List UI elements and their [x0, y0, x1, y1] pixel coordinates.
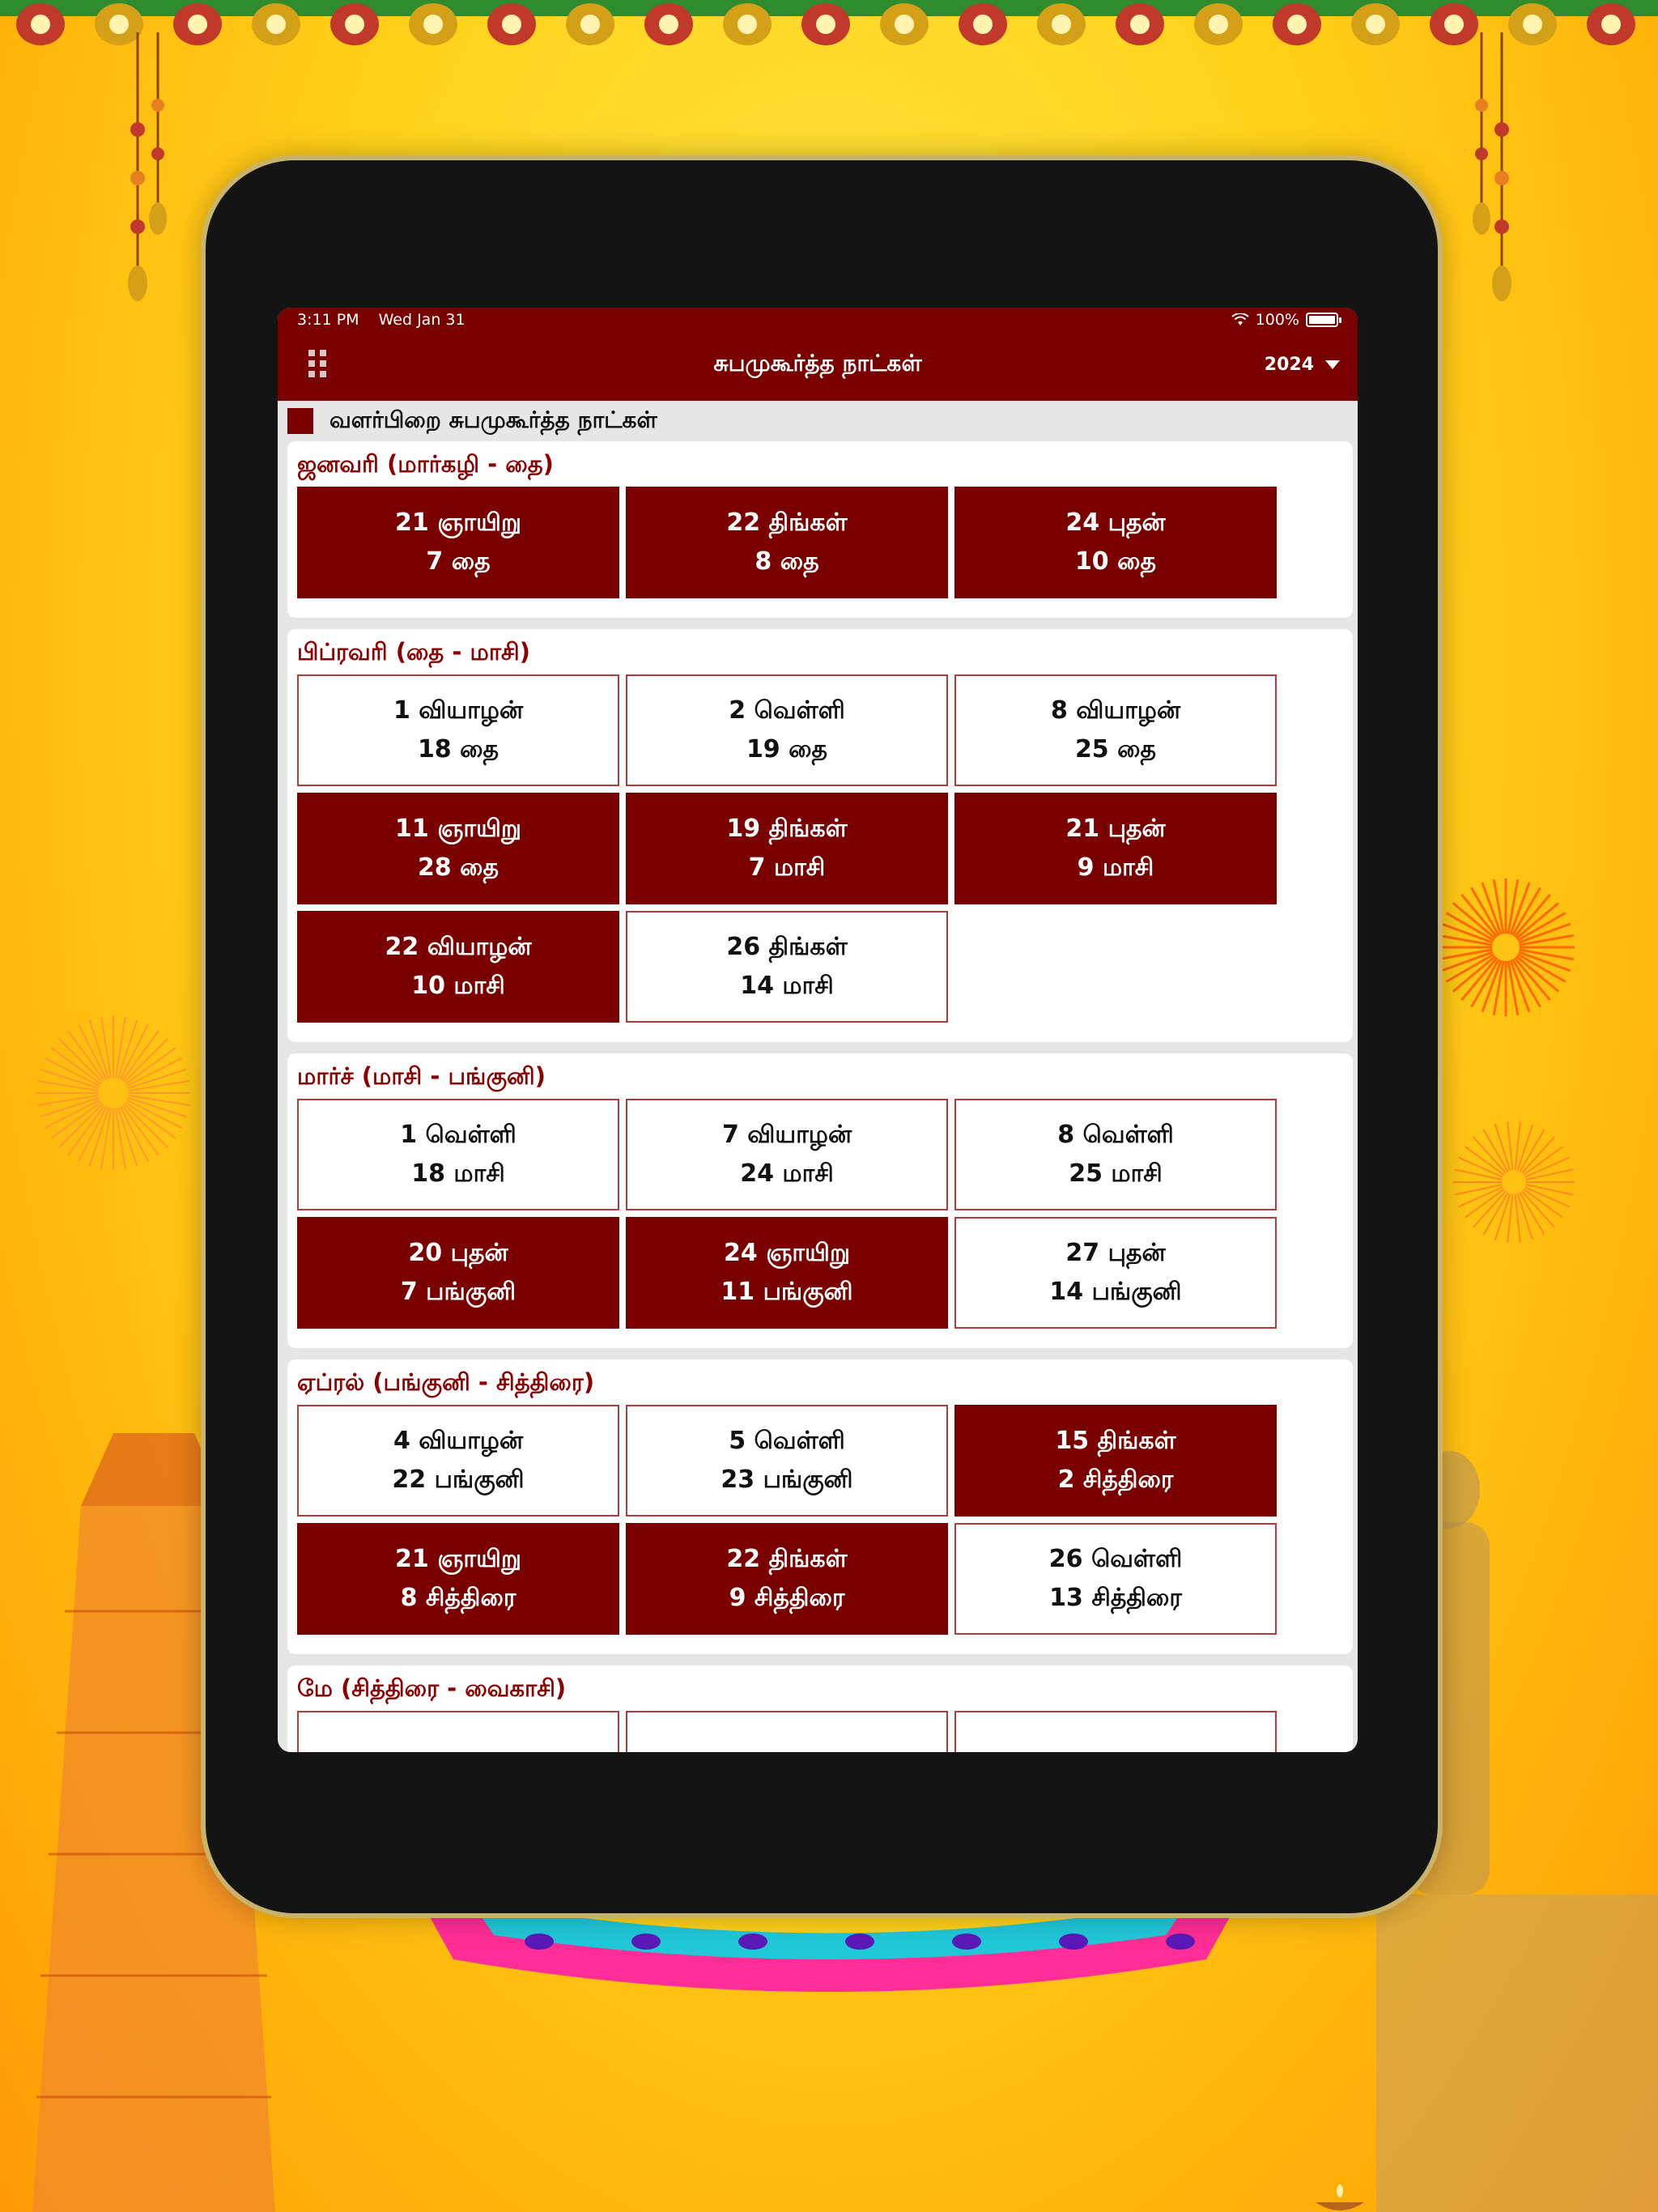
date-grid: [297, 1405, 1343, 1635]
date-label: 8 வெள்ளி: [1057, 1121, 1174, 1149]
tamil-date-label: 25 தை: [1074, 735, 1157, 764]
battery-icon: [1306, 313, 1338, 327]
month-section: [287, 1359, 1353, 1654]
date-cell[interactable]: [297, 793, 619, 904]
tamil-date-label: 13 சித்திரை: [1049, 1584, 1182, 1612]
date-label: 8 வியாழன்: [1050, 696, 1181, 725]
date-label: 4 வியாழன்: [393, 1427, 524, 1455]
year-dropdown[interactable]: [1265, 355, 1340, 375]
date-label: 24 புதன்: [1065, 508, 1166, 537]
tamil-date-label: 14 மாசி: [740, 972, 834, 1000]
chevron-down-icon: [1325, 360, 1340, 369]
tamil-date-label: 28 தை: [417, 853, 500, 882]
month-list[interactable]: [278, 441, 1358, 1752]
page-title: சுபமுகூர்த்த நாட்கள்: [713, 350, 922, 376]
date-label: 22 வியாழன்: [385, 933, 532, 961]
date-grid: [297, 487, 1343, 598]
tamil-date-label: 24 மாசி: [740, 1159, 834, 1188]
date-cell[interactable]: [954, 1523, 1277, 1635]
hanging-bells-decoration-left: [121, 32, 178, 324]
status-date: Wed Jan 31: [378, 311, 466, 329]
date-label: 27 புதன்: [1065, 1239, 1166, 1267]
date-cell[interactable]: [954, 1711, 1277, 1752]
date-label: 22 திங்கள்: [726, 508, 848, 537]
tamil-date-label: 10 தை: [1074, 547, 1157, 576]
date-label: 21 புதன்: [1065, 815, 1166, 843]
date-cell[interactable]: [954, 487, 1277, 598]
date-cell[interactable]: [626, 487, 948, 598]
date-label: 2 வெள்ளி: [729, 696, 845, 725]
firework-decoration: [32, 1012, 194, 1174]
date-label: 26 திங்கள்: [726, 933, 848, 961]
date-grid: [297, 1711, 1343, 1752]
date-label: 11 ஞாயிறு: [395, 815, 521, 843]
tamil-date-label: 10 மாசி: [411, 972, 505, 1000]
tamil-date-label: 8 சித்திரை: [400, 1584, 517, 1612]
tamil-date-label: 18 தை: [417, 735, 500, 764]
tamil-date-label: 8 தை: [755, 547, 819, 576]
date-cell[interactable]: [626, 1099, 948, 1210]
app-screen: [278, 308, 1358, 1752]
date-label: 20 புதன்: [408, 1239, 508, 1267]
tamil-date-label: 9 மாசி: [1077, 853, 1154, 882]
date-cell[interactable]: [626, 674, 948, 786]
month-title: மார்ச் (மாசி - பங்குனி): [297, 1062, 546, 1090]
battery-percent: 100%: [1255, 311, 1299, 329]
date-label: 22 திங்கள்: [726, 1545, 848, 1573]
date-cell[interactable]: [297, 1523, 619, 1635]
date-cell[interactable]: [954, 1405, 1277, 1516]
date-label: 21 ஞாயிறு: [395, 508, 521, 537]
firework-decoration: [1433, 874, 1579, 1020]
date-grid: [297, 1099, 1343, 1329]
date-label: 26 வெள்ளி: [1048, 1545, 1183, 1573]
tamil-date-label: 23 பங்குனி: [721, 1465, 853, 1494]
tamil-date-label: 14 பங்குனி: [1049, 1278, 1182, 1306]
date-grid: [297, 674, 1343, 1023]
month-title: பிப்ரவரி (தை - மாசி): [297, 638, 531, 666]
legend: [278, 401, 1358, 441]
status-time: 3:11 PM: [297, 311, 359, 329]
month-section: [287, 1053, 1353, 1348]
date-cell[interactable]: [297, 1099, 619, 1210]
date-cell[interactable]: [954, 1099, 1277, 1210]
date-cell[interactable]: [626, 1523, 948, 1635]
date-cell[interactable]: [626, 1217, 948, 1329]
month-title: மே (சித்திரை - வைகாசி): [297, 1674, 567, 1702]
legend-label: வளர்பிறை சுபமுகூர்த்த நாட்கள்: [329, 406, 657, 433]
date-cell[interactable]: [297, 487, 619, 598]
tamil-date-label: 7 மாசி: [748, 853, 826, 882]
date-label: 15 திங்கள்: [1055, 1427, 1176, 1455]
flower-garland-decoration: [0, 0, 1658, 57]
tamil-date-label: 9 சித்திரை: [729, 1584, 845, 1612]
date-cell[interactable]: [626, 911, 948, 1023]
oil-lamp-decoration: [1312, 2170, 1368, 2212]
date-cell[interactable]: [626, 1711, 948, 1752]
tamil-date-label: 18 மாசி: [411, 1159, 505, 1188]
firework-decoration: [1449, 1117, 1579, 1247]
tamil-date-label: 7 பங்குனி: [400, 1278, 517, 1306]
status-bar: [278, 308, 1358, 332]
tamil-date-label: 25 மாசி: [1069, 1159, 1163, 1188]
date-label: 1 வெள்ளி: [400, 1121, 517, 1149]
date-cell[interactable]: [626, 793, 948, 904]
month-title: ஜனவரி (மார்கழி - தை): [297, 450, 554, 478]
date-cell[interactable]: [297, 911, 619, 1023]
date-label: 7 வியாழன்: [721, 1121, 852, 1149]
date-cell[interactable]: [297, 674, 619, 786]
year-value: 2024: [1264, 355, 1314, 375]
app-header: [278, 308, 1358, 401]
month-section: [287, 629, 1353, 1042]
date-cell[interactable]: [626, 1405, 948, 1516]
date-cell[interactable]: [954, 793, 1277, 904]
tamil-date-label: 19 தை: [746, 735, 828, 764]
date-cell[interactable]: [297, 1711, 619, 1752]
wifi-icon: [1231, 313, 1249, 326]
date-cell[interactable]: [954, 674, 1277, 786]
date-label: 21 ஞாயிறு: [395, 1545, 521, 1573]
date-label: 5 வெள்ளி: [729, 1427, 845, 1455]
tamil-date-label: 11 பங்குனி: [721, 1278, 853, 1306]
tamil-date-label: 2 சித்திரை: [1057, 1465, 1174, 1494]
date-label: 1 வியாழன்: [393, 696, 524, 725]
date-cell[interactable]: [297, 1405, 619, 1516]
month-section: [287, 1665, 1353, 1752]
month-title: ஏப்ரல் (பங்குனி - சித்திரை): [297, 1368, 595, 1396]
date-cell[interactable]: [297, 1217, 619, 1329]
date-label: 19 திங்கள்: [726, 815, 848, 843]
tamil-date-label: 7 தை: [426, 547, 491, 576]
legend-swatch: [287, 408, 313, 434]
tamil-date-label: 22 பங்குனி: [392, 1465, 525, 1494]
date-cell[interactable]: [954, 1217, 1277, 1329]
hanging-bells-decoration-right: [1465, 32, 1522, 324]
month-section: [287, 441, 1353, 618]
date-label: 24 ஞாயிறு: [724, 1239, 850, 1267]
